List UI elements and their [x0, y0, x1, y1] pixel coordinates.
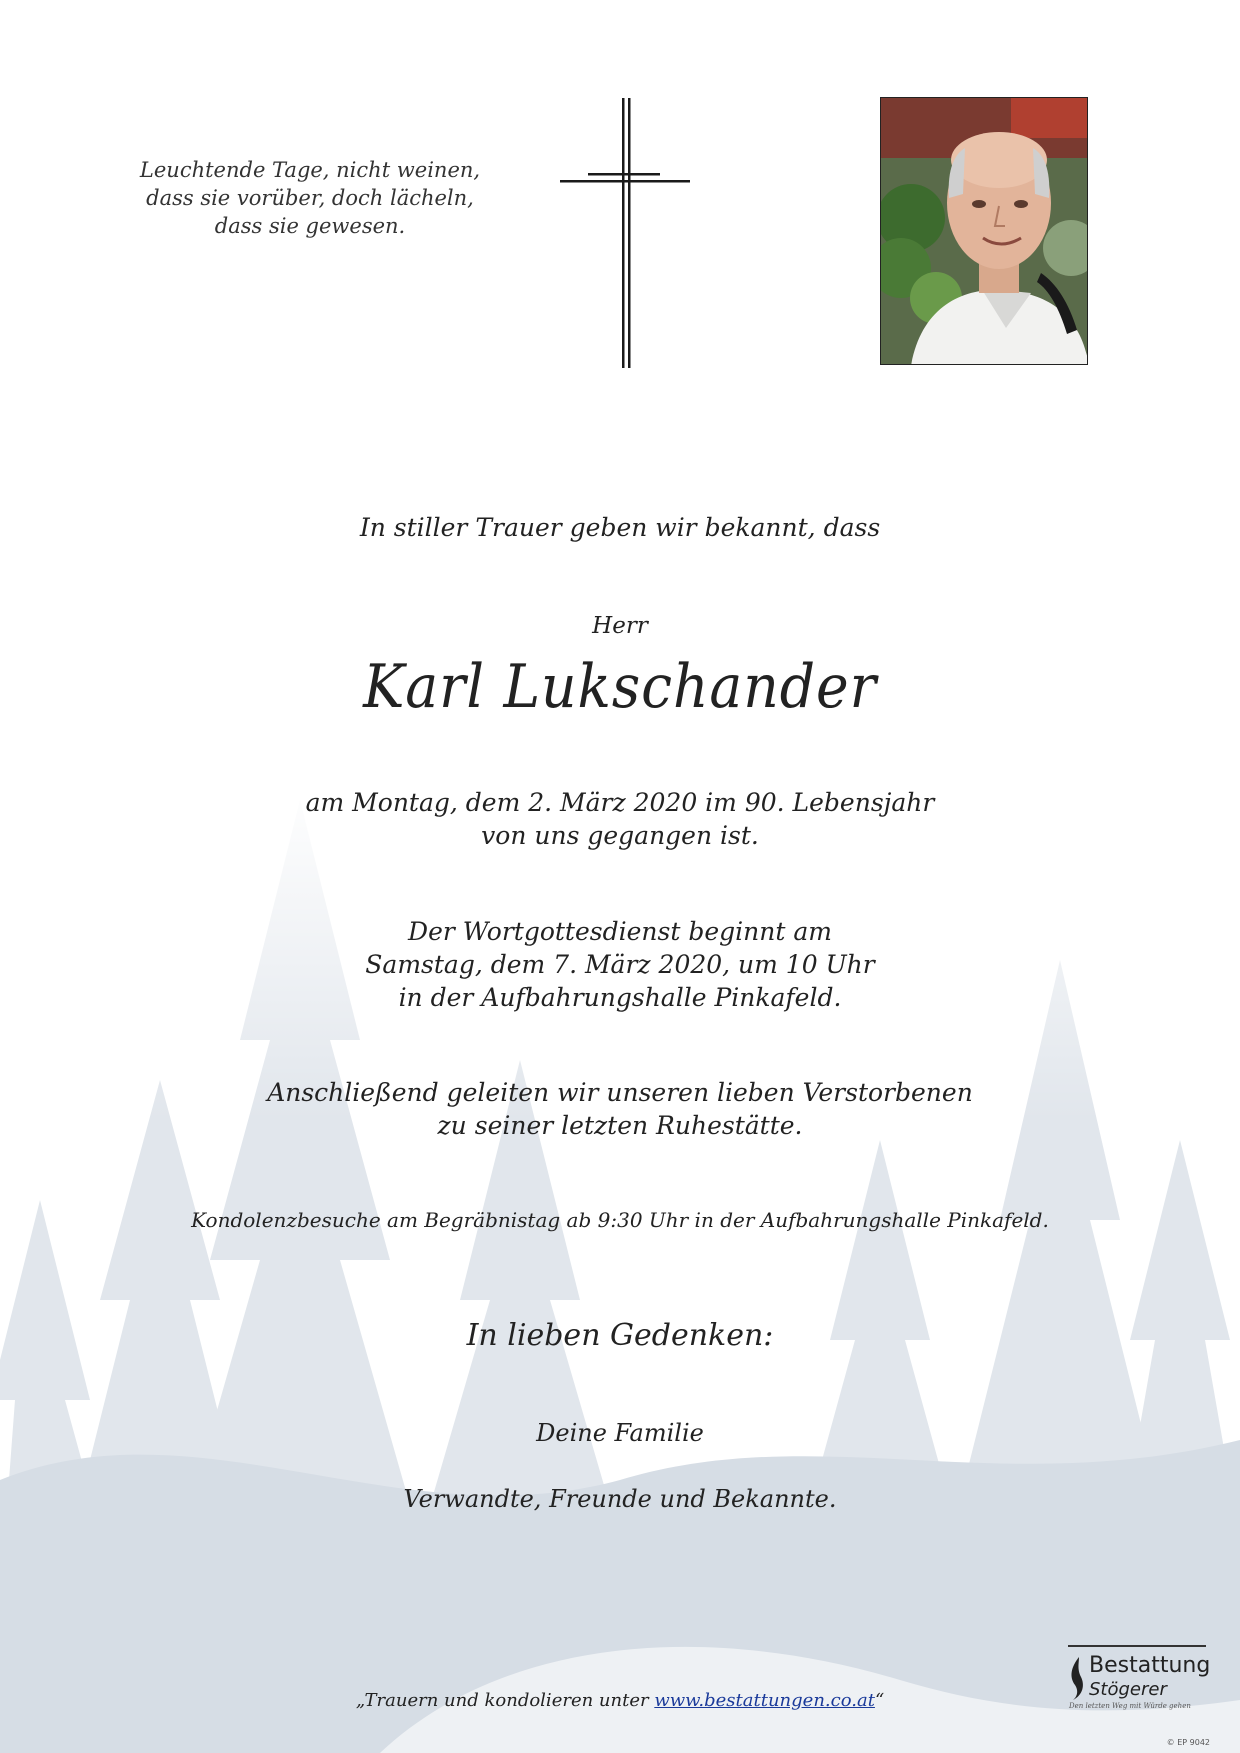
death-notice — [0, 786, 1240, 852]
flame-icon — [1067, 1655, 1087, 1701]
portrait-image — [881, 98, 1088, 365]
quote-line: dass sie gewesen. — [214, 214, 406, 238]
cross-icon — [560, 98, 700, 370]
burial-line: Anschließend geleiten wir unseren lieben Verstorbenen — [267, 1078, 973, 1107]
service-line: Samstag, dem 7. März 2020, um 10 Uhr — [365, 950, 875, 979]
footer-suffix: “ — [874, 1690, 885, 1711]
logo-divider — [1068, 1645, 1206, 1647]
memory-heading: In lieben Gedenken: — [466, 1318, 774, 1353]
logo-tagline: Den letzten Weg mit Würde gehen — [1069, 1702, 1191, 1710]
logo-line2: Stögerer — [1089, 1679, 1167, 1700]
relatives-signature: Verwandte, Freunde und Bekannte. — [403, 1485, 837, 1513]
website-link[interactable]: www.bestattungen.co.at — [654, 1690, 875, 1711]
burial-info — [0, 1076, 1240, 1142]
service-info — [0, 915, 1240, 1014]
logo-line1: Bestattung — [1089, 1653, 1211, 1678]
footer-prefix: „Trauern und kondolieren unter — [355, 1690, 655, 1711]
death-line: am Montag, dem 2. März 2020 im 90. Lebensjahr — [305, 788, 935, 817]
announcement: In stiller Trauer geben wir bekannt, dass — [359, 513, 881, 542]
portrait-photo — [880, 97, 1088, 365]
burial-line: zu seiner letzten Ruhestätte. — [437, 1111, 803, 1140]
condolence-visits: Kondolenzbesuche am Begräbnistag ab 9:30 Uhr in der Aufbahrungshalle Pinkafeld. — [191, 1208, 1049, 1232]
service-line: Der Wortgottesdienst beginnt am — [408, 917, 832, 946]
footer-note — [0, 1690, 1240, 1711]
quote-line: Leuchtende Tage, nicht weinen, — [139, 158, 481, 182]
memorial-quote — [110, 156, 510, 240]
service-line: in der Aufbahrungshalle Pinkafeld. — [398, 983, 842, 1012]
death-line: von uns gegangen ist. — [481, 821, 759, 850]
family-signature: Deine Familie — [536, 1419, 704, 1447]
funeral-home-logo — [1063, 1645, 1209, 1733]
quote-line: dass sie vorüber, doch lächeln, — [146, 186, 474, 210]
salutation: Herr — [592, 613, 648, 639]
deceased-name: Karl Lukschander — [363, 652, 877, 722]
document-code: © EP 9042 — [1166, 1738, 1210, 1747]
